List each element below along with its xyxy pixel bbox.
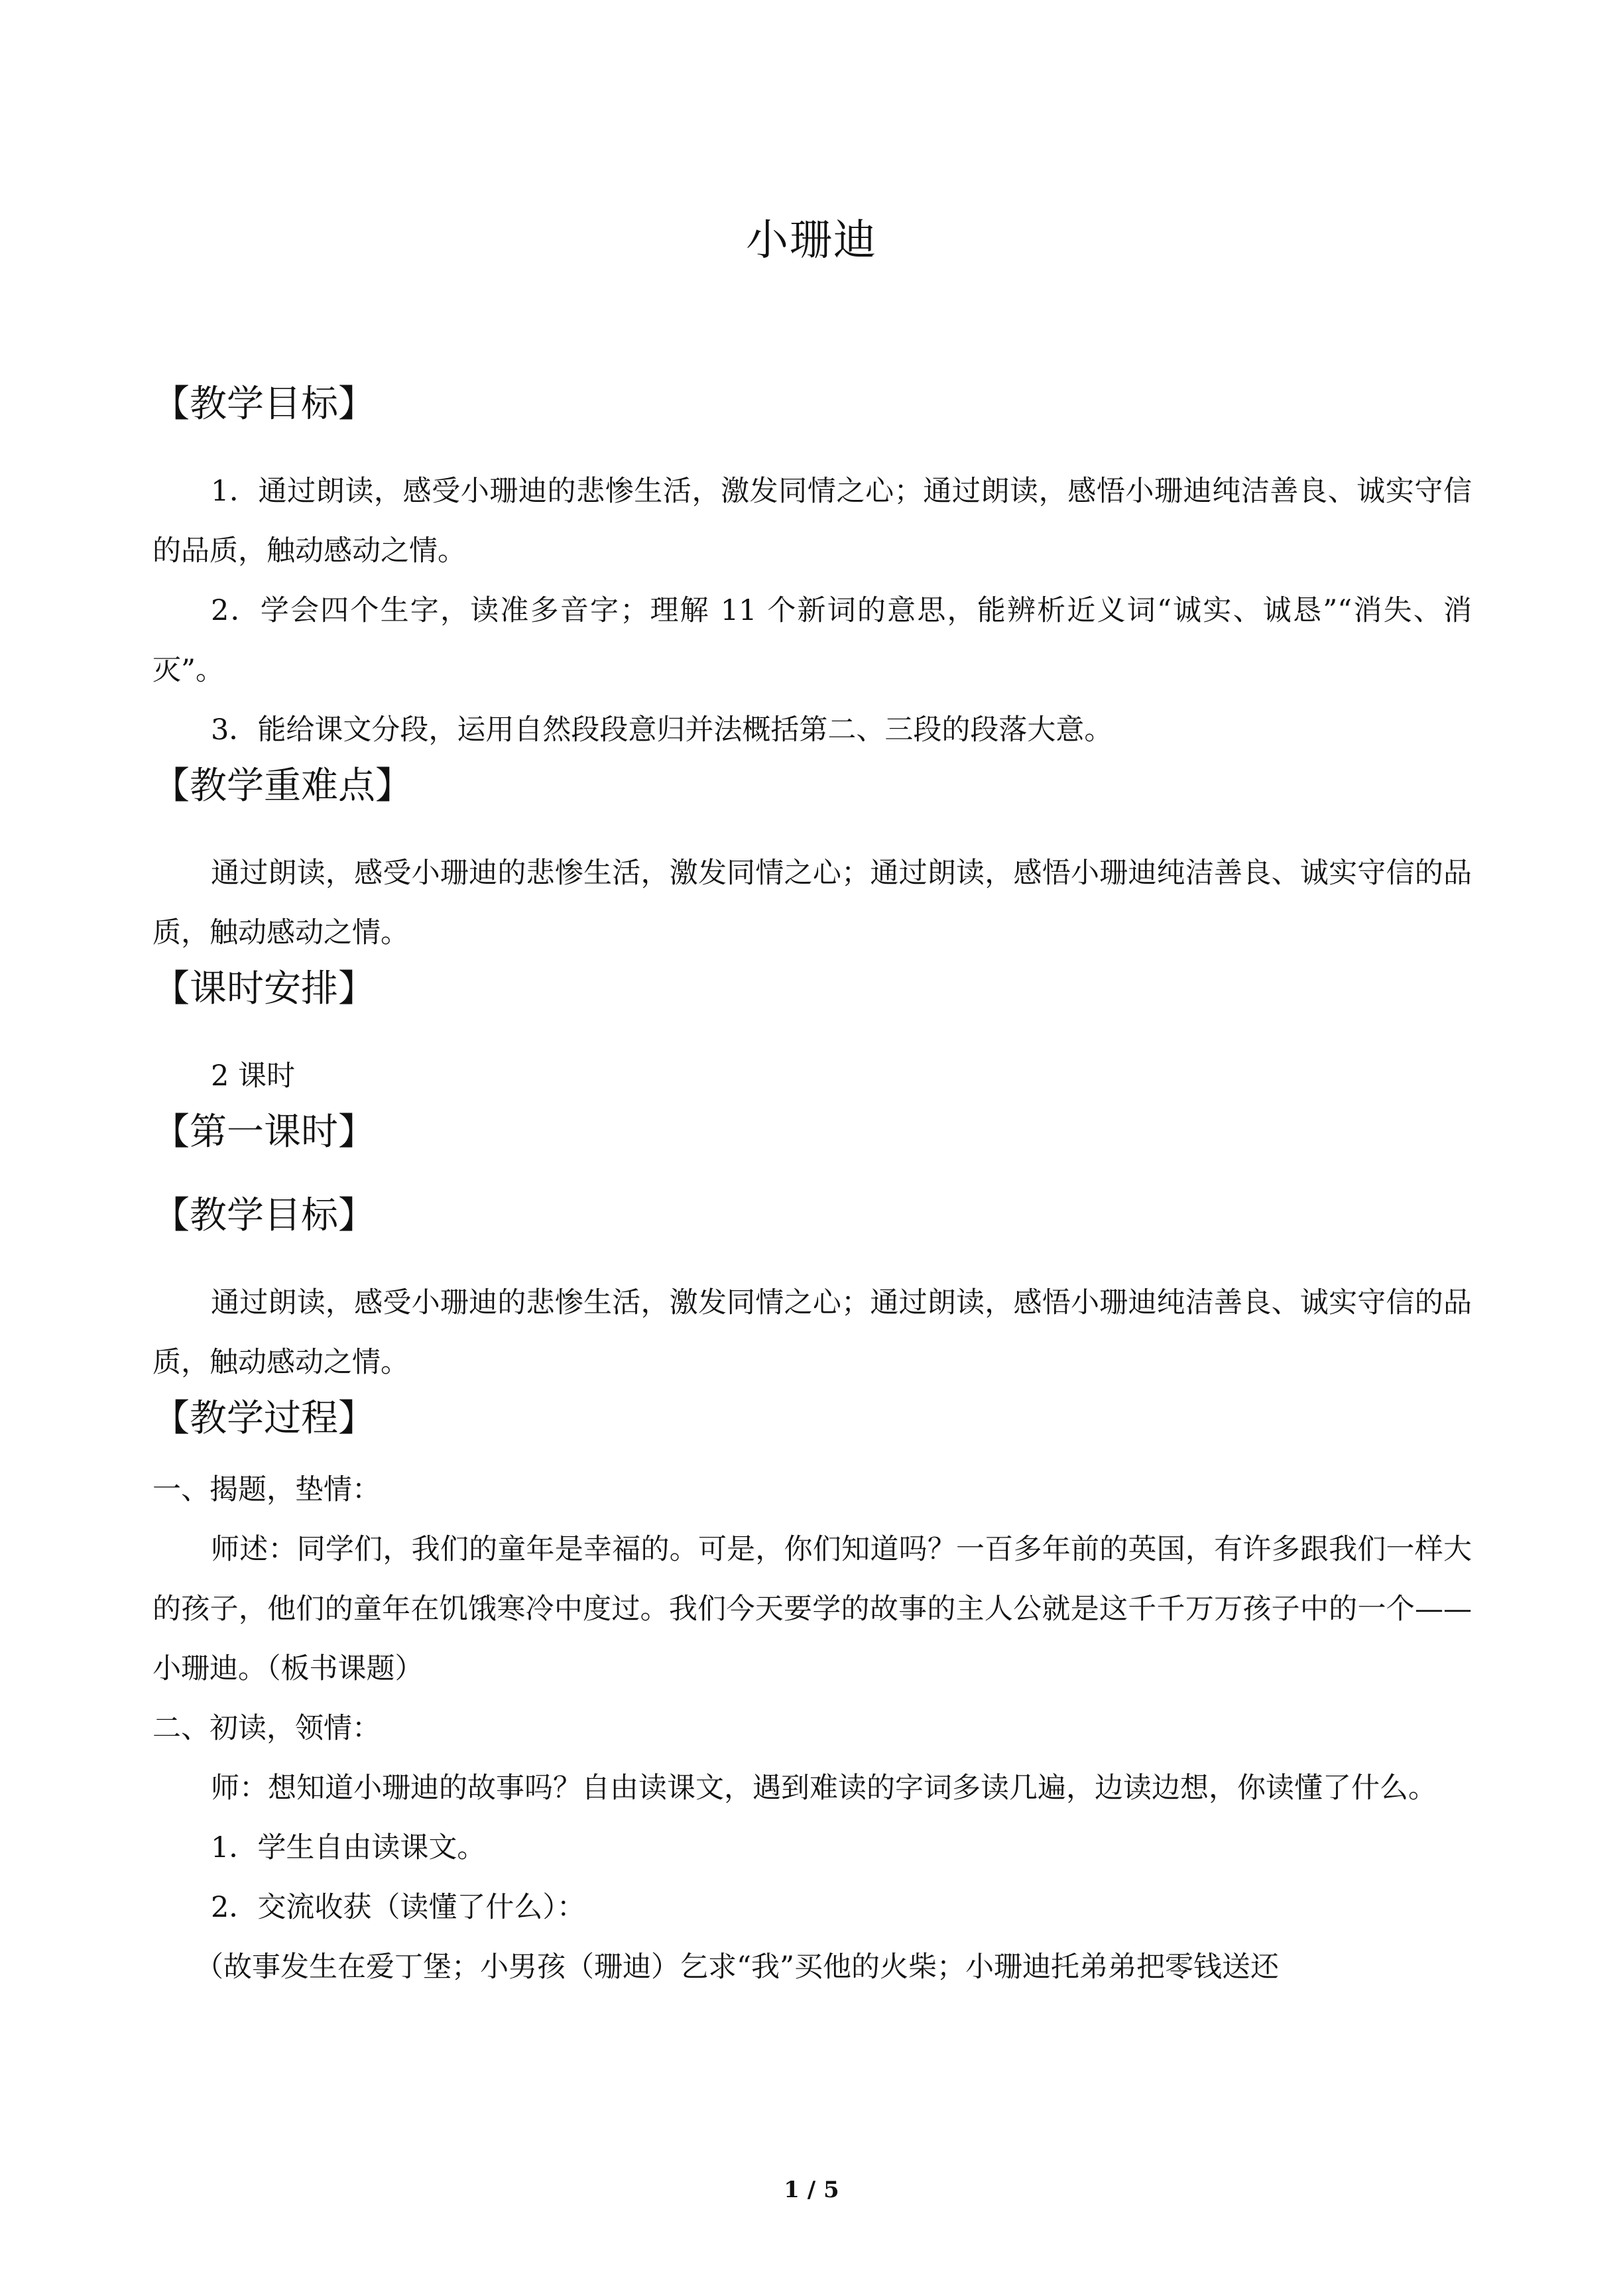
document-body [152,378,1472,1997]
page-number: 1 / 5 [784,2177,839,2203]
section-heading-teaching-goals: 【教学目标】 [152,383,375,426]
process-step-2-item-2: 2．交流收获（读懂了什么）： [211,1891,585,1924]
process-step-2-heading: 二、初读，领情： [152,1712,381,1745]
section-heading-key-points: 【教学重难点】 [152,764,412,808]
schedule-paragraph: 2 课时 [211,1059,296,1093]
process-step-1-paragraph: 师述：同学们，我们的童年是幸福的。可是，你们知道吗？一百多年前的英国，有许多跟我们一样大的孩子，他们的童年在饥饿寒冷中度过。我们今天要学的故事的主人公就是这千千万万孩子中的一个——小珊迪。（板书课题） [152,1533,1472,1685]
process-step-2-paragraph: 师：想知道小珊迪的故事吗？自由读课文，遇到难读的字词多读几遍，边读边想，你读懂了什么。 [211,1772,1437,1805]
goal-item-3: 3．能给课文分段，运用自然段段意归并法概括第二、三段的段落大意。 [211,713,1113,747]
section-heading-lesson-goals: 【教学目标】 [152,1194,375,1237]
process-step-2-item-1: 1．学生自由读课文。 [211,1831,486,1864]
lesson-goals-paragraph: 通过朗读，感受小珊迪的悲惨生活，激发同情之心；通过朗读，感悟小珊迪纯洁善良、诚实守信的品质，触动感动之情。 [152,1286,1472,1379]
goal-item-2: 2．学会四个生字，读准多音字；理解 11 个新词的意思，能辨析近义词“诚实、诚恳”“消失、消灭”。 [152,594,1472,687]
goal-item-1: 1．通过朗读，感受小珊迪的悲惨生活，激发同情之心；通过朗读，感悟小珊迪纯洁善良、诚实守信的品质，触动感动之情。 [152,475,1472,568]
document-title: 小珊迪 [746,216,877,265]
section-heading-first-lesson: 【第一课时】 [152,1111,375,1154]
key-points-paragraph: 通过朗读，感受小珊迪的悲惨生活，激发同情之心；通过朗读，感悟小珊迪纯洁善良、诚实守信的品质，触动感动之情。 [152,857,1472,949]
section-heading-teaching-process: 【教学过程】 [152,1397,375,1440]
process-step-1-heading: 一、揭题，垫情： [152,1473,381,1506]
process-step-2-item-3: （故事发生在爱丁堡；小男孩（珊迪）乞求“我”买他的火柴；小珊迪托弟弟把零钱送还 [195,1951,1279,1984]
section-heading-schedule: 【课时安排】 [152,967,375,1010]
